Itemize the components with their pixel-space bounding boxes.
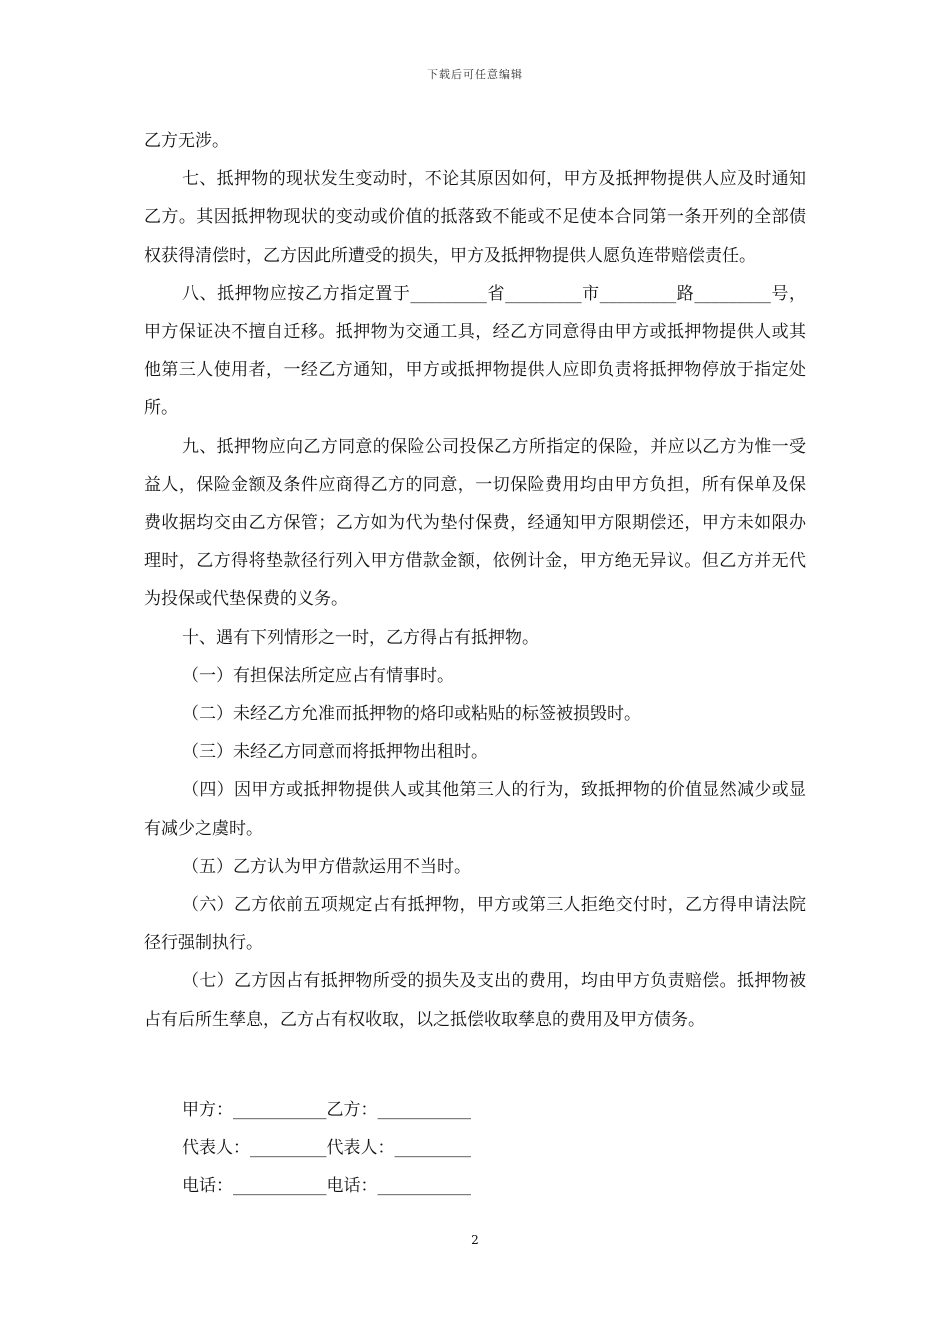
subclause-7: （七）乙方因占有抵押物所受的损失及支出的费用，均由甲方负责赔偿。抵押物被占有后所生孳息，乙方占有权收取，以之抵偿收取孳息的费用及甲方债务。 (144, 971, 806, 1030)
clause-10: 十、遇有下列情形之一时，乙方得占有抵押物。 (182, 627, 539, 648)
subclause-2: （二）未经乙方允准而抵押物的烙印或粘贴的标签被损毁时。 (182, 704, 641, 725)
signature-representative-line: 代表人：_________代表人：_________ (182, 1138, 471, 1158)
signature-party-line: 甲方：___________乙方：___________ (182, 1100, 471, 1120)
page-header: 下载后可任意编辑 (427, 68, 523, 81)
subclause-4: （四）因甲方或抵押物提供人或其他第三人的行为，致抵押物的价值显然减少或显有减少之虞时。 (144, 780, 806, 839)
subclause-3: （三）未经乙方同意而将抵押物出租时。 (182, 742, 488, 763)
clause-8: 八、抵押物应按乙方指定置于_________省_________市_________路_________号，甲方保证决不擅自迁移。抵押物为交通工具，经乙方同意得由甲方或抵押物提供人或其他第三人使用者，一经乙方通知，甲方或抵押物提供人应即负责将抵押物停放于指定处所。 (144, 283, 806, 419)
subclause-1: （一）有担保法所定应占有情事时。 (182, 665, 454, 686)
subclause-5: （五）乙方认为甲方借款运用不当时。 (182, 856, 471, 877)
clause-9: 九、抵押物应向乙方同意的保险公司投保乙方所指定的保险，并应以乙方为惟一受益人，保险金额及条件应商得乙方的同意，一切保险费用均由甲方负担，所有保单及保费收据均交由乙方保管；乙方如为代为垫付保费，经通知甲方限期偿还，甲方未如限办理时，乙方得将垫款径行列入甲方借款金额，依例计金，甲方绝无异议。但乙方并无代为投保或代垫保费的义务。 (144, 436, 806, 610)
signature-phone-line: 电话：___________电话：___________ (182, 1176, 471, 1196)
page-number: 2 (471, 1233, 479, 1247)
document-body (144, 122, 806, 1039)
paragraph-continuation: 乙方无涉。 (144, 131, 229, 151)
clause-7: 七、抵押物的现状发生变动时，不论其原因如何，甲方及抵押物提供人应及时通知乙方。其因抵押物现状的变动或价值的抵落致不能或不足使本合同第一条开列的全部债权获得清偿时，乙方因此所遭受的损失，甲方及抵押物提供人愿负连带赔偿责任。 (144, 169, 806, 266)
subclause-6: （六）乙方依前五项规定占有抵押物，甲方或第三人拒绝交付时，乙方得申请法院径行强制执行。 (144, 895, 806, 954)
